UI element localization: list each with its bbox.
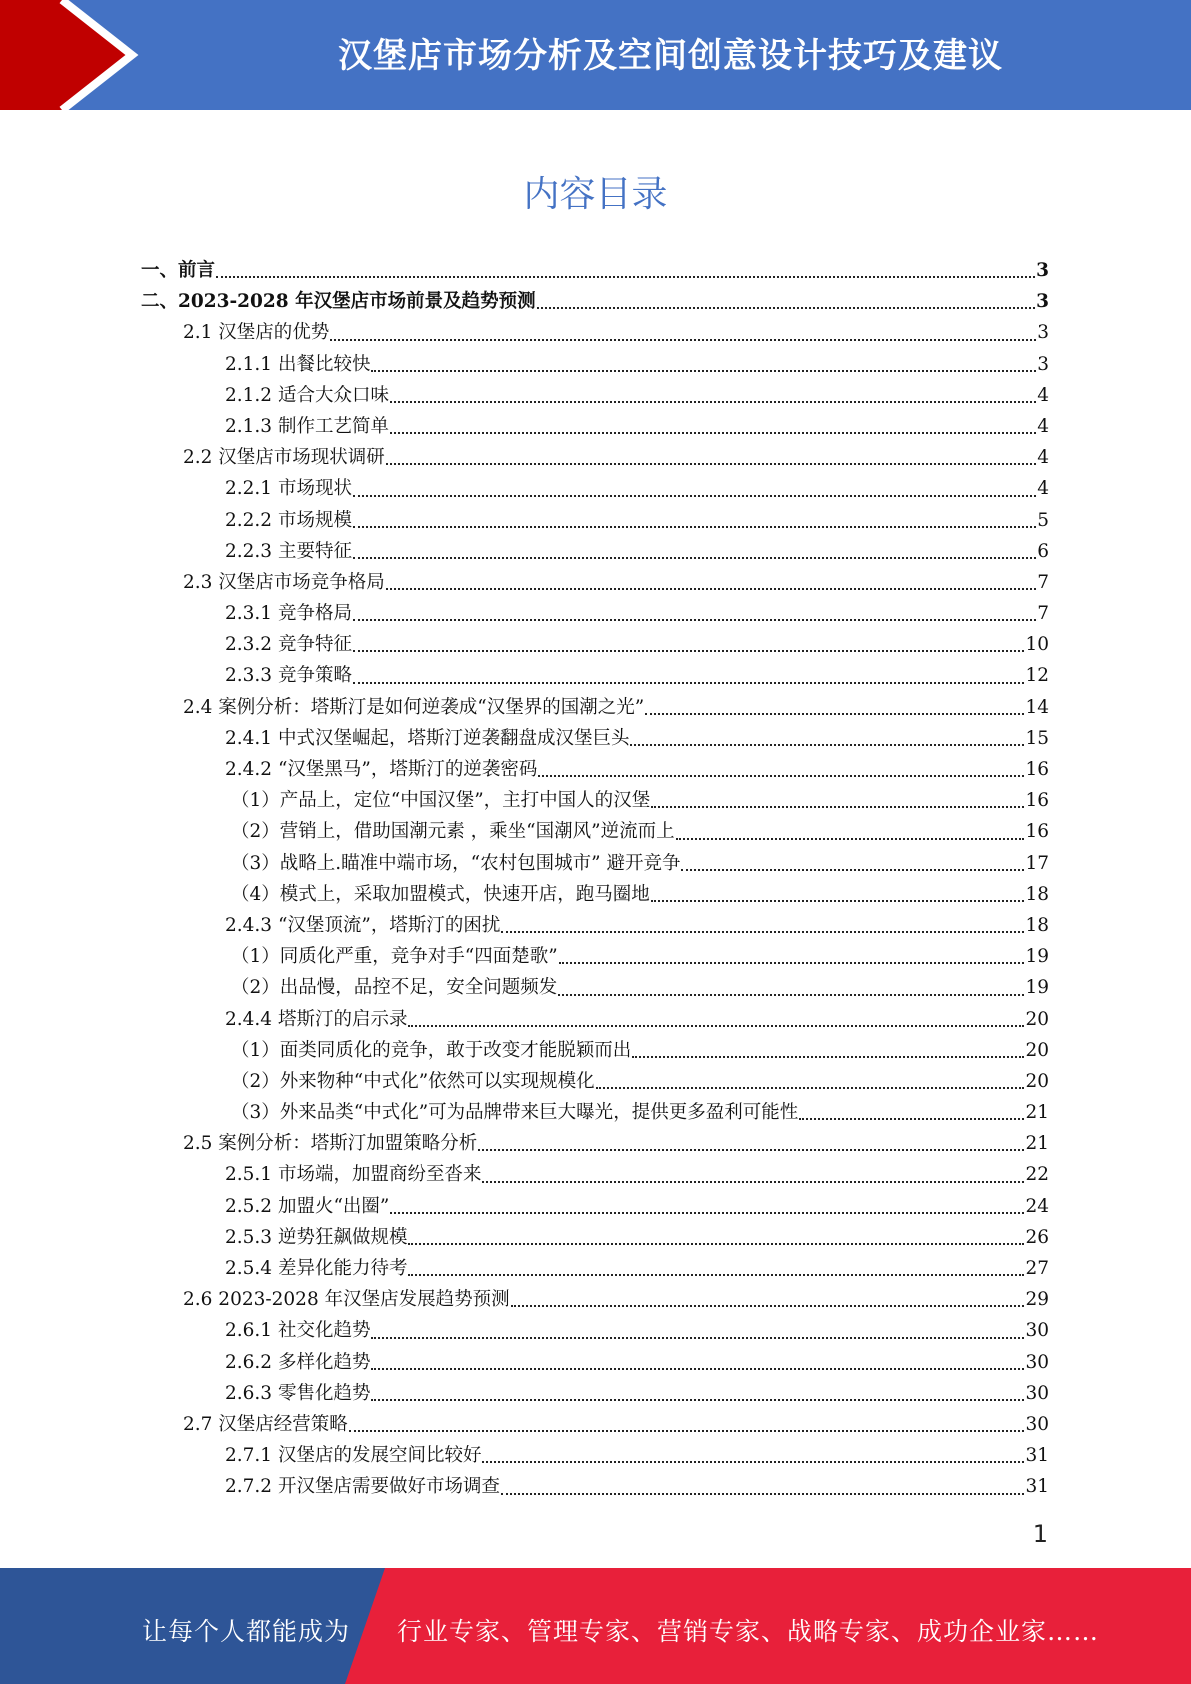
toc-entry-label: 2.1.1 出餐比较快 [225, 353, 371, 375]
toc-entry-label: 2.4.1 中式汉堡崛起，塔斯汀逆袭翻盘成汉堡巨头 [225, 727, 630, 749]
toc-entry-page: 21 [1025, 1102, 1049, 1124]
toc-entry[interactable] [141, 1378, 1049, 1409]
toc-entry-page: 21 [1025, 1133, 1049, 1155]
toc-entry-label: （1）产品上，定位“中国汉堡”，主打中国人的汉堡 [231, 790, 651, 812]
toc-dot-leader [371, 370, 1036, 372]
toc-entry-label: 2.2.3 主要特征 [225, 540, 352, 562]
toc-entry-page: 5 [1037, 509, 1049, 531]
toc-entry-page: 3 [1037, 353, 1049, 375]
toc-entry-page: 24 [1025, 1195, 1049, 1217]
toc-dot-leader [390, 432, 1036, 434]
toc-entry-label: 2.5.3 逆势狂飙做规模 [225, 1226, 408, 1248]
footer-slogan-left: 让每个人都能成为 [142, 1617, 351, 1646]
toc-dot-leader [558, 994, 1024, 996]
toc-entry[interactable] [141, 1066, 1049, 1097]
toc-entry-label: 二、2023-2028 年汉堡店市场前景及趋势预测 [141, 291, 536, 313]
toc-entry[interactable] [141, 536, 1049, 567]
toc-dot-leader [353, 650, 1025, 652]
toc-entry[interactable] [141, 255, 1049, 286]
toc-entry-label: 2.4.4 塔斯汀的启示录 [225, 1008, 408, 1030]
toc-entry-label: 2.3 汉堡店市场竞争格局 [183, 571, 385, 593]
toc-entry-label: 2.3.3 竞争策略 [225, 665, 352, 687]
toc-dot-leader [651, 806, 1024, 808]
toc-entry-page: 3 [1036, 260, 1049, 281]
toc-entry-label: 2.2.2 市场规模 [225, 509, 352, 531]
toc-entry-label: 2.2 汉堡店市场现状调研 [183, 447, 385, 469]
toc-entry-label: （2）外来物种“中式化”依然可以实现规模化 [231, 1070, 595, 1092]
toc-entry[interactable] [141, 317, 1049, 348]
toc-entry-page: 30 [1025, 1382, 1049, 1404]
toc-entry-page: 27 [1025, 1258, 1049, 1279]
toc-entry-page: 3 [1036, 291, 1049, 313]
toc-entry-page: 17 [1025, 852, 1049, 874]
toc-dot-leader [371, 1337, 1024, 1339]
toc-entry-label: 2.5.4 差异化能力待考 [225, 1258, 408, 1279]
toc-entry[interactable] [141, 1004, 1049, 1035]
toc-dot-leader [408, 1243, 1024, 1245]
toc-entry[interactable] [141, 910, 1049, 941]
table-of-contents [141, 255, 1049, 1503]
toc-entry[interactable] [141, 1222, 1049, 1253]
toc-entry-page: 30 [1025, 1320, 1049, 1342]
toc-entry[interactable] [141, 1471, 1049, 1502]
toc-entry-label: 2.4.2 “汉堡黑马”，塔斯汀的逆袭密码 [225, 759, 538, 780]
toc-dot-leader [681, 869, 1024, 871]
toc-entry-page: 12 [1025, 665, 1049, 687]
toc-entry-label: 一、前言 [141, 260, 216, 281]
toc-entry-page: 31 [1025, 1445, 1049, 1467]
toc-entry-label: 2.3.1 竞争格局 [225, 603, 352, 625]
toc-dot-leader [353, 495, 1036, 497]
toc-entry[interactable] [141, 349, 1049, 380]
toc-entry[interactable] [141, 598, 1049, 629]
toc-entry[interactable] [141, 1159, 1049, 1190]
toc-dot-leader [645, 713, 1024, 715]
toc-entry-label: （4）模式上，采取加盟模式，快速开店，跑马圈地 [231, 883, 650, 905]
toc-entry-page: 4 [1037, 478, 1049, 500]
toc-entry-page: 4 [1037, 415, 1049, 437]
toc-dot-leader [371, 1399, 1024, 1401]
toc-dot-leader [390, 401, 1036, 403]
toc-dot-leader [353, 526, 1036, 528]
toc-entry-page: 16 [1025, 790, 1049, 812]
toc-dot-leader [511, 1305, 1025, 1307]
toc-entry-label: 2.1.2 适合大众口味 [225, 384, 389, 406]
document-title: 汉堡店市场分析及空间创意设计技巧及建议 [338, 36, 1003, 76]
toc-entry-page: 16 [1025, 759, 1049, 780]
toc-entry-page: 18 [1025, 883, 1049, 905]
toc-entry-page: 20 [1025, 1070, 1049, 1092]
toc-entry-label: 2.6.1 社交化趋势 [225, 1320, 371, 1342]
toc-entry-page: 16 [1025, 821, 1049, 843]
toc-entry-label: （3）外来品类“中式化”可为品牌带来巨大曝光，提供更多盈利可能性 [231, 1102, 799, 1124]
toc-entry-page: 20 [1025, 1008, 1049, 1030]
toc-heading: 内容目录 [523, 174, 668, 215]
toc-entry[interactable] [141, 1128, 1049, 1159]
toc-entry[interactable] [141, 1315, 1049, 1346]
toc-entry-label: 2.1.3 制作工艺简单 [225, 415, 389, 437]
toc-entry[interactable] [141, 380, 1049, 411]
toc-entry-page: 15 [1025, 727, 1049, 749]
toc-entry[interactable] [141, 1440, 1049, 1471]
toc-entry-label: 2.6 2023-2028 年汉堡店发展趋势预测 [183, 1289, 510, 1311]
toc-entry-label: 2.1 汉堡店的优势 [183, 322, 330, 344]
toc-entry-page: 4 [1037, 447, 1049, 469]
toc-entry[interactable] [141, 1191, 1049, 1222]
toc-dot-leader [353, 557, 1036, 559]
toc-dot-leader [482, 1461, 1024, 1463]
toc-entry-label: （2）出品慢，品控不足，安全问题频发 [231, 977, 558, 999]
toc-entry-label: 2.6.3 零售化趋势 [225, 1382, 371, 1404]
toc-entry-page: 10 [1025, 634, 1049, 656]
toc-entry-label: （1）同质化严重，竞争对手“四面楚歌” [231, 946, 558, 968]
footer-slogan-right: 行业专家、管理专家、营销专家、战略专家、成功企业家…… [397, 1617, 1100, 1646]
toc-entry-page: 22 [1025, 1164, 1049, 1186]
toc-dot-leader [676, 838, 1025, 840]
toc-entry-label: 2.5.1 市场端，加盟商纷至沓来 [225, 1164, 482, 1186]
toc-entry-page: 19 [1025, 946, 1049, 968]
toc-dot-leader [478, 1149, 1024, 1151]
toc-entry-label: （1）面类同质化的竞争，敢于改变才能脱颖而出 [231, 1039, 632, 1061]
toc-entry[interactable] [141, 567, 1049, 598]
header-arrow-decoration [0, 0, 160, 110]
toc-entry[interactable] [141, 286, 1049, 317]
toc-entry-label: 2.6.2 多样化趋势 [225, 1351, 371, 1373]
toc-entry-label: 2.4 案例分析：塔斯汀是如何逆袭成“汉堡界的国潮之光” [183, 696, 645, 718]
toc-entry[interactable] [141, 723, 1049, 754]
toc-entry-page: 20 [1025, 1039, 1049, 1061]
toc-entry[interactable] [141, 754, 1049, 785]
toc-entry-label: 2.7.2 开汉堡店需要做好市场调查 [225, 1476, 500, 1498]
toc-entry-label: （3）战略上.瞄准中端市场，“农村包围城市” 避开竞争 [231, 852, 681, 874]
page-number: 1 [1032, 1520, 1048, 1548]
toc-entry-page: 30 [1025, 1351, 1049, 1373]
toc-dot-leader [353, 682, 1025, 684]
toc-dot-leader [651, 900, 1025, 902]
toc-entry-label: 2.3.2 竞争特征 [225, 634, 352, 656]
toc-entry-label: （2）营销上，借助国潮元素 ，乘坐“国潮风”逆流而上 [231, 821, 675, 843]
toc-entry-page: 31 [1025, 1476, 1049, 1498]
toc-dot-leader [537, 307, 1036, 309]
toc-entry[interactable] [141, 442, 1049, 473]
toc-dot-leader [632, 1056, 1024, 1058]
toc-dot-leader [559, 962, 1025, 964]
toc-dot-leader [408, 1025, 1024, 1027]
toc-entry[interactable] [141, 1347, 1049, 1378]
toc-entry-label: 2.2.1 市场现状 [225, 478, 352, 500]
toc-dot-leader [390, 1212, 1024, 1214]
toc-dot-leader [216, 276, 1035, 278]
toc-entry[interactable] [141, 411, 1049, 442]
toc-entry-page: 19 [1025, 977, 1049, 999]
toc-entry-label: 2.4.3 “汉堡顶流”，塔斯汀的困扰 [225, 914, 501, 936]
toc-entry[interactable] [141, 505, 1049, 536]
toc-entry[interactable] [141, 692, 1049, 723]
toc-entry[interactable] [141, 785, 1049, 816]
toc-entry-page: 18 [1025, 914, 1049, 936]
toc-dot-leader [386, 463, 1036, 465]
toc-entry[interactable] [141, 879, 1049, 910]
toc-entry-page: 26 [1025, 1226, 1049, 1248]
toc-dot-leader [349, 1430, 1025, 1432]
toc-entry-page: 29 [1025, 1289, 1049, 1311]
toc-entry[interactable] [141, 1284, 1049, 1315]
toc-entry-label: 2.5.2 加盟火“出圈” [225, 1195, 390, 1217]
toc-dot-leader [482, 1181, 1024, 1183]
toc-entry-label: 2.7 汉堡店经营策略 [183, 1413, 348, 1435]
toc-dot-leader [408, 1274, 1024, 1276]
toc-dot-leader [371, 1368, 1024, 1370]
toc-entry[interactable] [141, 972, 1049, 1003]
toc-entry[interactable] [141, 1409, 1049, 1440]
toc-entry[interactable] [141, 848, 1049, 879]
toc-dot-leader [799, 1118, 1024, 1120]
toc-dot-leader [330, 339, 1036, 341]
toc-entry[interactable] [141, 629, 1049, 660]
toc-entry-label: 2.5 案例分析：塔斯汀加盟策略分析 [183, 1133, 478, 1155]
toc-entry-page: 3 [1037, 322, 1049, 344]
toc-entry-label: 2.7.1 汉堡店的发展空间比较好 [225, 1445, 482, 1467]
toc-entry[interactable] [141, 1097, 1049, 1128]
toc-entry[interactable] [141, 1253, 1049, 1284]
toc-dot-leader [630, 744, 1024, 746]
toc-entry-page: 30 [1025, 1413, 1049, 1435]
toc-entry-page: 7 [1037, 571, 1049, 593]
toc-entry[interactable] [141, 660, 1049, 691]
toc-dot-leader [353, 619, 1036, 621]
toc-entry[interactable] [141, 473, 1049, 504]
toc-dot-leader [596, 1087, 1025, 1089]
toc-entry[interactable] [141, 816, 1049, 847]
toc-entry-page: 6 [1037, 540, 1049, 562]
toc-entry[interactable] [141, 1035, 1049, 1066]
toc-dot-leader [501, 931, 1024, 933]
toc-entry-page: 4 [1037, 384, 1049, 406]
toc-dot-leader [538, 775, 1024, 777]
toc-entry-page: 14 [1025, 696, 1049, 718]
toc-dot-leader [501, 1493, 1024, 1495]
toc-entry[interactable] [141, 941, 1049, 972]
toc-entry-page: 7 [1037, 603, 1049, 625]
toc-dot-leader [386, 588, 1036, 590]
